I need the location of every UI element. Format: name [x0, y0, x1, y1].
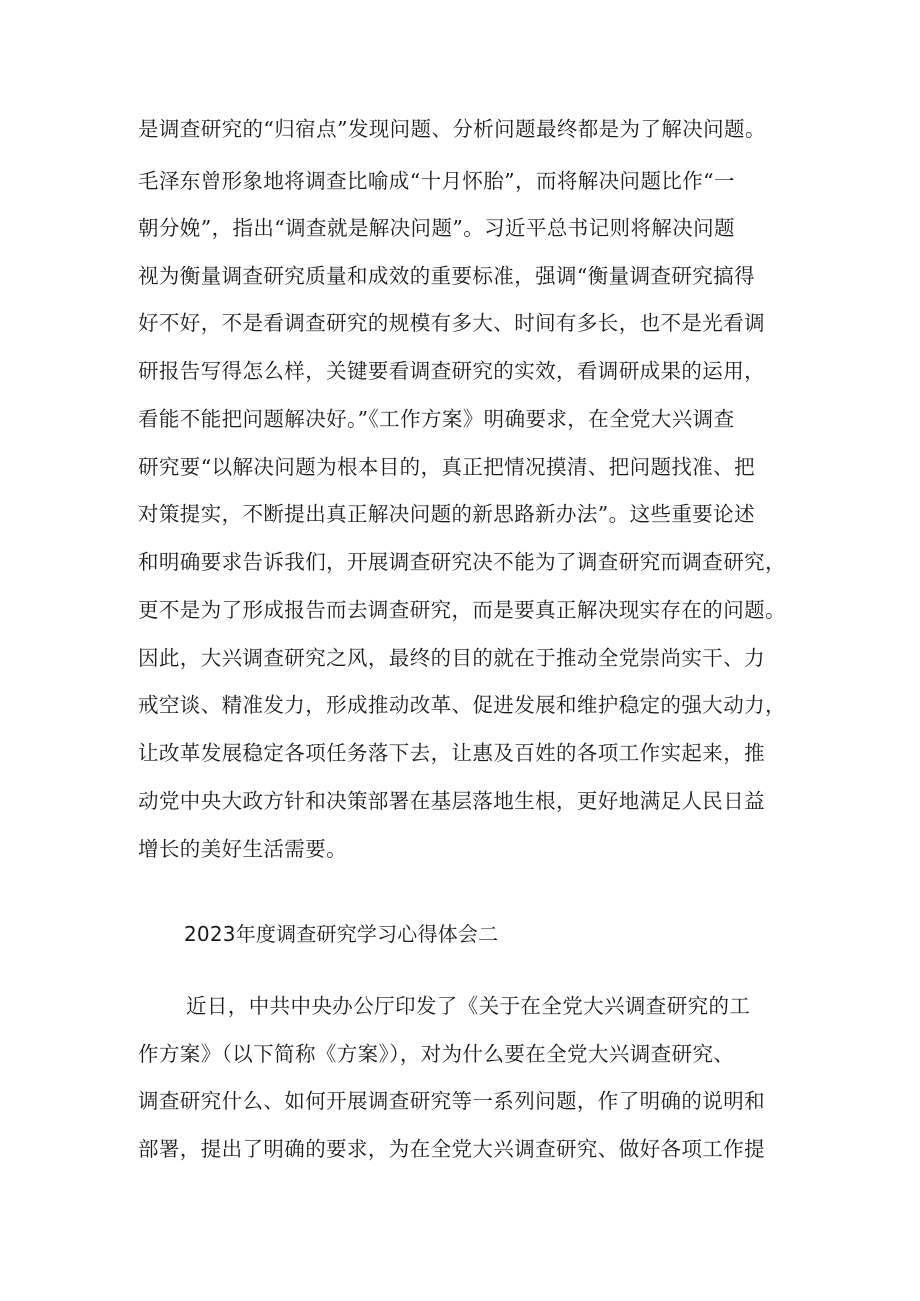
- text-line: 因此，大兴调查研究之风，最终的目的就在于推动全党崇尚实干、力: [138, 646, 765, 670]
- text-line: 好不好，不是看调查研究的规模有多大、时间有多长，也不是光看调: [138, 311, 765, 335]
- text-line: 研究要“以解决问题为根本目的，真正把情况摸清、把问题找准、把: [138, 455, 755, 479]
- text-line: 部署，提出了明确的要求，为在全党大兴调查研究、做好各项工作提: [138, 1137, 765, 1161]
- text-line: 作方案》（以下简称《方案》），对为什么要在全党大兴调查研究、: [138, 1042, 735, 1066]
- text-line: 和明确要求告诉我们，开展调查研究决不能为了调查研究而调查研究，: [138, 550, 786, 574]
- text-line: 朝分娩”，指出“调查就是解决问题”。习近平总书记则将解决问题: [138, 216, 735, 240]
- text-line: 让改革发展稳定各项任务落下去，让惠及百姓的各项工作实起来，推: [138, 741, 765, 765]
- text-line: 调查研究什么、如何开展调查研究等一系列问题，作了明确的说明和: [138, 1089, 765, 1113]
- text-line: 是调查研究的“归宿点”发现问题、分析问题最终都是为了解决问题。: [138, 117, 766, 141]
- text-line: 增长的美好生活需要。: [138, 837, 347, 861]
- text-line: 毛泽东曾形象地将调查比喻成“十月怀胎”，而将解决问题比作“一: [138, 169, 735, 193]
- text-line: 近日，中共中央办公厅印发了《关于在全党大兴调查研究的工: [186, 994, 751, 1018]
- text-line: 对策提实，不断提出真正解决问题的新思路新办法”。这些重要论述: [138, 502, 755, 526]
- text-line: 戒空谈、精准发力，形成推动改革、促进发展和维护稳定的强大动力，: [138, 693, 786, 717]
- text-line: 动党中央大政方针和决策部署在基层落地生根，更好地满足人民日益: [138, 789, 765, 813]
- text-line: 视为衡量调查研究质量和成效的重要标准，强调“衡量调查研究搞得: [138, 264, 755, 288]
- text-line: 看能不能把问题解决好。”《工作方案》明确要求，在全党大兴调查: [138, 407, 735, 431]
- section-heading: 2023年度调查研究学习心得体会二: [184, 922, 499, 946]
- text-line: 更不是为了形成报告而去调查研究，而是要真正解决现实存在的问题。: [138, 598, 786, 622]
- text-line: 研报告写得怎么样，关键要看调查研究的实效，看调研成果的运用，: [138, 359, 765, 383]
